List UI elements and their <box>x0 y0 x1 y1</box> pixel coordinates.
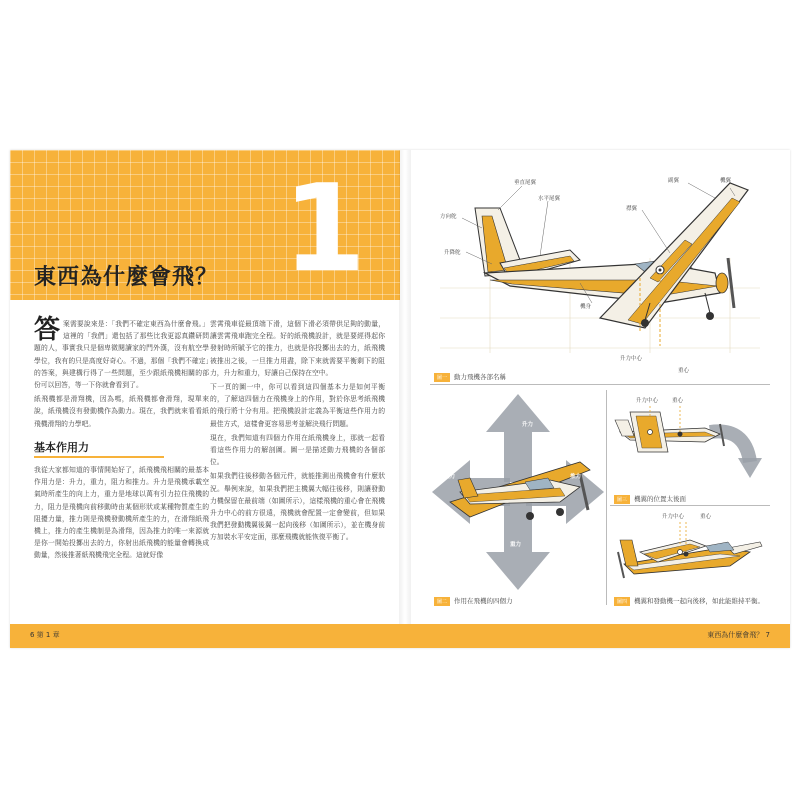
footer-left-page-number: 6 第 1 章 <box>30 631 60 639</box>
force-gravity-label: 重力 <box>510 542 522 548</box>
caption-text: 機翼和發動機一起向後移，如此能維持平衡。 <box>634 597 765 605</box>
footer-bar <box>10 624 790 648</box>
figure-tag: 圖三 <box>614 495 630 504</box>
label-center-of-lift: 升力中心 <box>662 514 685 520</box>
footer-right-page-number: 東西為什麼會飛？ 7 <box>707 631 770 639</box>
label-elevator: 升降舵 <box>444 250 461 256</box>
paragraph: 如果我們往後移動各個元件，就能推測出飛機會有什麼狀況。舉例來說，如果我們把主機翼大幅往後移，則讓發動力機保留在最前端（如圖所示），這樣飛機的重心會在飛機升力中心的前方很遠，飛機就會配置一定會變前，但如果我們把發動機翼後翼一起向後移（如圖所示），並在機身前方加裝水平安定面，那麼飛機就能恢復平衡了。 <box>210 472 385 542</box>
label-center-of-gravity: 重心 <box>700 514 712 520</box>
chapter-title: 東西為什麼會飛？ <box>34 265 219 290</box>
label-center-of-gravity: 重心 <box>672 398 684 404</box>
figure-divider <box>606 390 607 605</box>
balanced-canard-illustration <box>610 512 770 592</box>
label-wing: 機翼 <box>720 178 732 184</box>
label-fuselage: 機身 <box>580 304 592 310</box>
caption-text: 作用在飛機的四個力 <box>454 597 513 605</box>
paragraph: 我從大家都知道的事情開始好了，紙飛機飛相關的最基本作用力是：升力，重力，阻力和推力。升力是飛機承載空氣時所產生的向上力，重力是地球以萬有引力拉住飛機的力，阻力是飛機向前移動時由某個形狀或某種物質產生的阻擾力量，推力則是飛機發動機所產生的力，在滑翔紙飛機上，推力的產生機制是為滑翔，因為推力的唯一來源就是你一開始投擲出去的力，你射出紙飛機的能量會轉換成動量，然後推著紙飛機飛完全程。這就好像 <box>34 466 209 560</box>
wing-too-far-back-illustration <box>610 392 770 492</box>
label-center-of-lift: 升力中心 <box>636 398 659 404</box>
label-horizontal-stabilizer: 水平尾翼 <box>538 196 561 202</box>
chapter-header <box>10 150 400 300</box>
figure-tag: 圖二 <box>434 597 450 606</box>
text-column-2 <box>210 318 385 546</box>
paragraph: 下一頁的圖一中，你可以看到這四個基本力是如何平衡的，了解這四個力在飛機身上的作用，對於你思考紙飛機的飛行將十分有用。把飛機設計定義為平衡這些作用力的最佳方式，這樣會更容易思考並解決飛行問題。 <box>210 383 385 428</box>
label-rudder: 方向舵 <box>440 214 457 220</box>
text-column-1 <box>34 315 209 564</box>
label-center-of-gravity: 重心 <box>678 368 690 374</box>
figure-2-caption <box>434 596 513 606</box>
force-lift-label: 升力 <box>522 422 534 428</box>
label-vertical-stabilizer: 垂直尾翼 <box>514 180 537 186</box>
figure-3 <box>610 392 770 492</box>
book-spread <box>10 150 790 648</box>
drop-cap: 答 <box>34 315 61 345</box>
force-thrust-label: 推力 <box>570 474 582 480</box>
label-aileron: 副翼 <box>668 178 680 184</box>
force-drag-label: 阻力 <box>444 474 456 480</box>
label-flap: 襟翼 <box>626 206 638 212</box>
chapter-number: 1 <box>282 160 366 299</box>
airplane-parts-illustration <box>430 168 770 378</box>
figure-divider <box>610 505 770 506</box>
caption-text: 機翼的位置太後面 <box>634 495 687 503</box>
paragraph: 雲霄飛車從最頂端下滑，這個下滑必須帶供足夠的動量，讓雲霄飛車跑完全程。好的紙飛機設計，就是要經得起你發射時所賦予它的推力，也就是你投擲出去的力，紙飛機被推出之後，一旦推力用盡，除下來就需要平衡剩下的阻力，升力和重力，好讓自己保持在空中。 <box>210 320 385 377</box>
figure-4 <box>610 512 770 592</box>
figure-tag: 圖一 <box>434 373 450 382</box>
paragraph: 案需要說來是：「我們不確定東西為什麼會飛。」這裡的「我們」還包括了那些比我更認真鑽研問題的人，事實我只是個卑微閱讀家的門外漢，沒有航空學學位，我有的只是高度好奇心。不過，那個「我們不確定」的答案，與建構行得了一些問題，至少跟紙飛機相關的部份可以回答，等一下你就會看到了。 <box>34 320 209 390</box>
figure-3-caption <box>614 494 686 504</box>
caption-text: 動力飛機各部名稱 <box>454 373 507 381</box>
figure-2 <box>430 392 606 592</box>
figure-divider <box>430 384 770 385</box>
figure-1-caption <box>434 372 506 382</box>
figure-tag: 圖四 <box>614 597 630 606</box>
figure-4-caption <box>614 596 764 606</box>
figure-1 <box>430 168 770 378</box>
paragraph: 現在，我們知道有四個力作用在紙飛機身上，那就一起看看這些作用力的解剖圖。圖一是描述動力飛機的各個部位。 <box>210 433 385 467</box>
four-forces-illustration <box>430 392 606 592</box>
label-center-of-lift: 升力中心 <box>620 356 643 362</box>
right-page <box>410 150 790 648</box>
left-page <box>10 150 400 648</box>
section-heading: 基本作用力 <box>34 442 164 458</box>
paragraph: 紙飛機都是滑翔機，因為嗎，紙飛機都會滑翔，現單來說，紙飛機沒有發動機作為動力。現在，我們就來看看紙飛機滑翔的力學吧。 <box>34 395 209 428</box>
